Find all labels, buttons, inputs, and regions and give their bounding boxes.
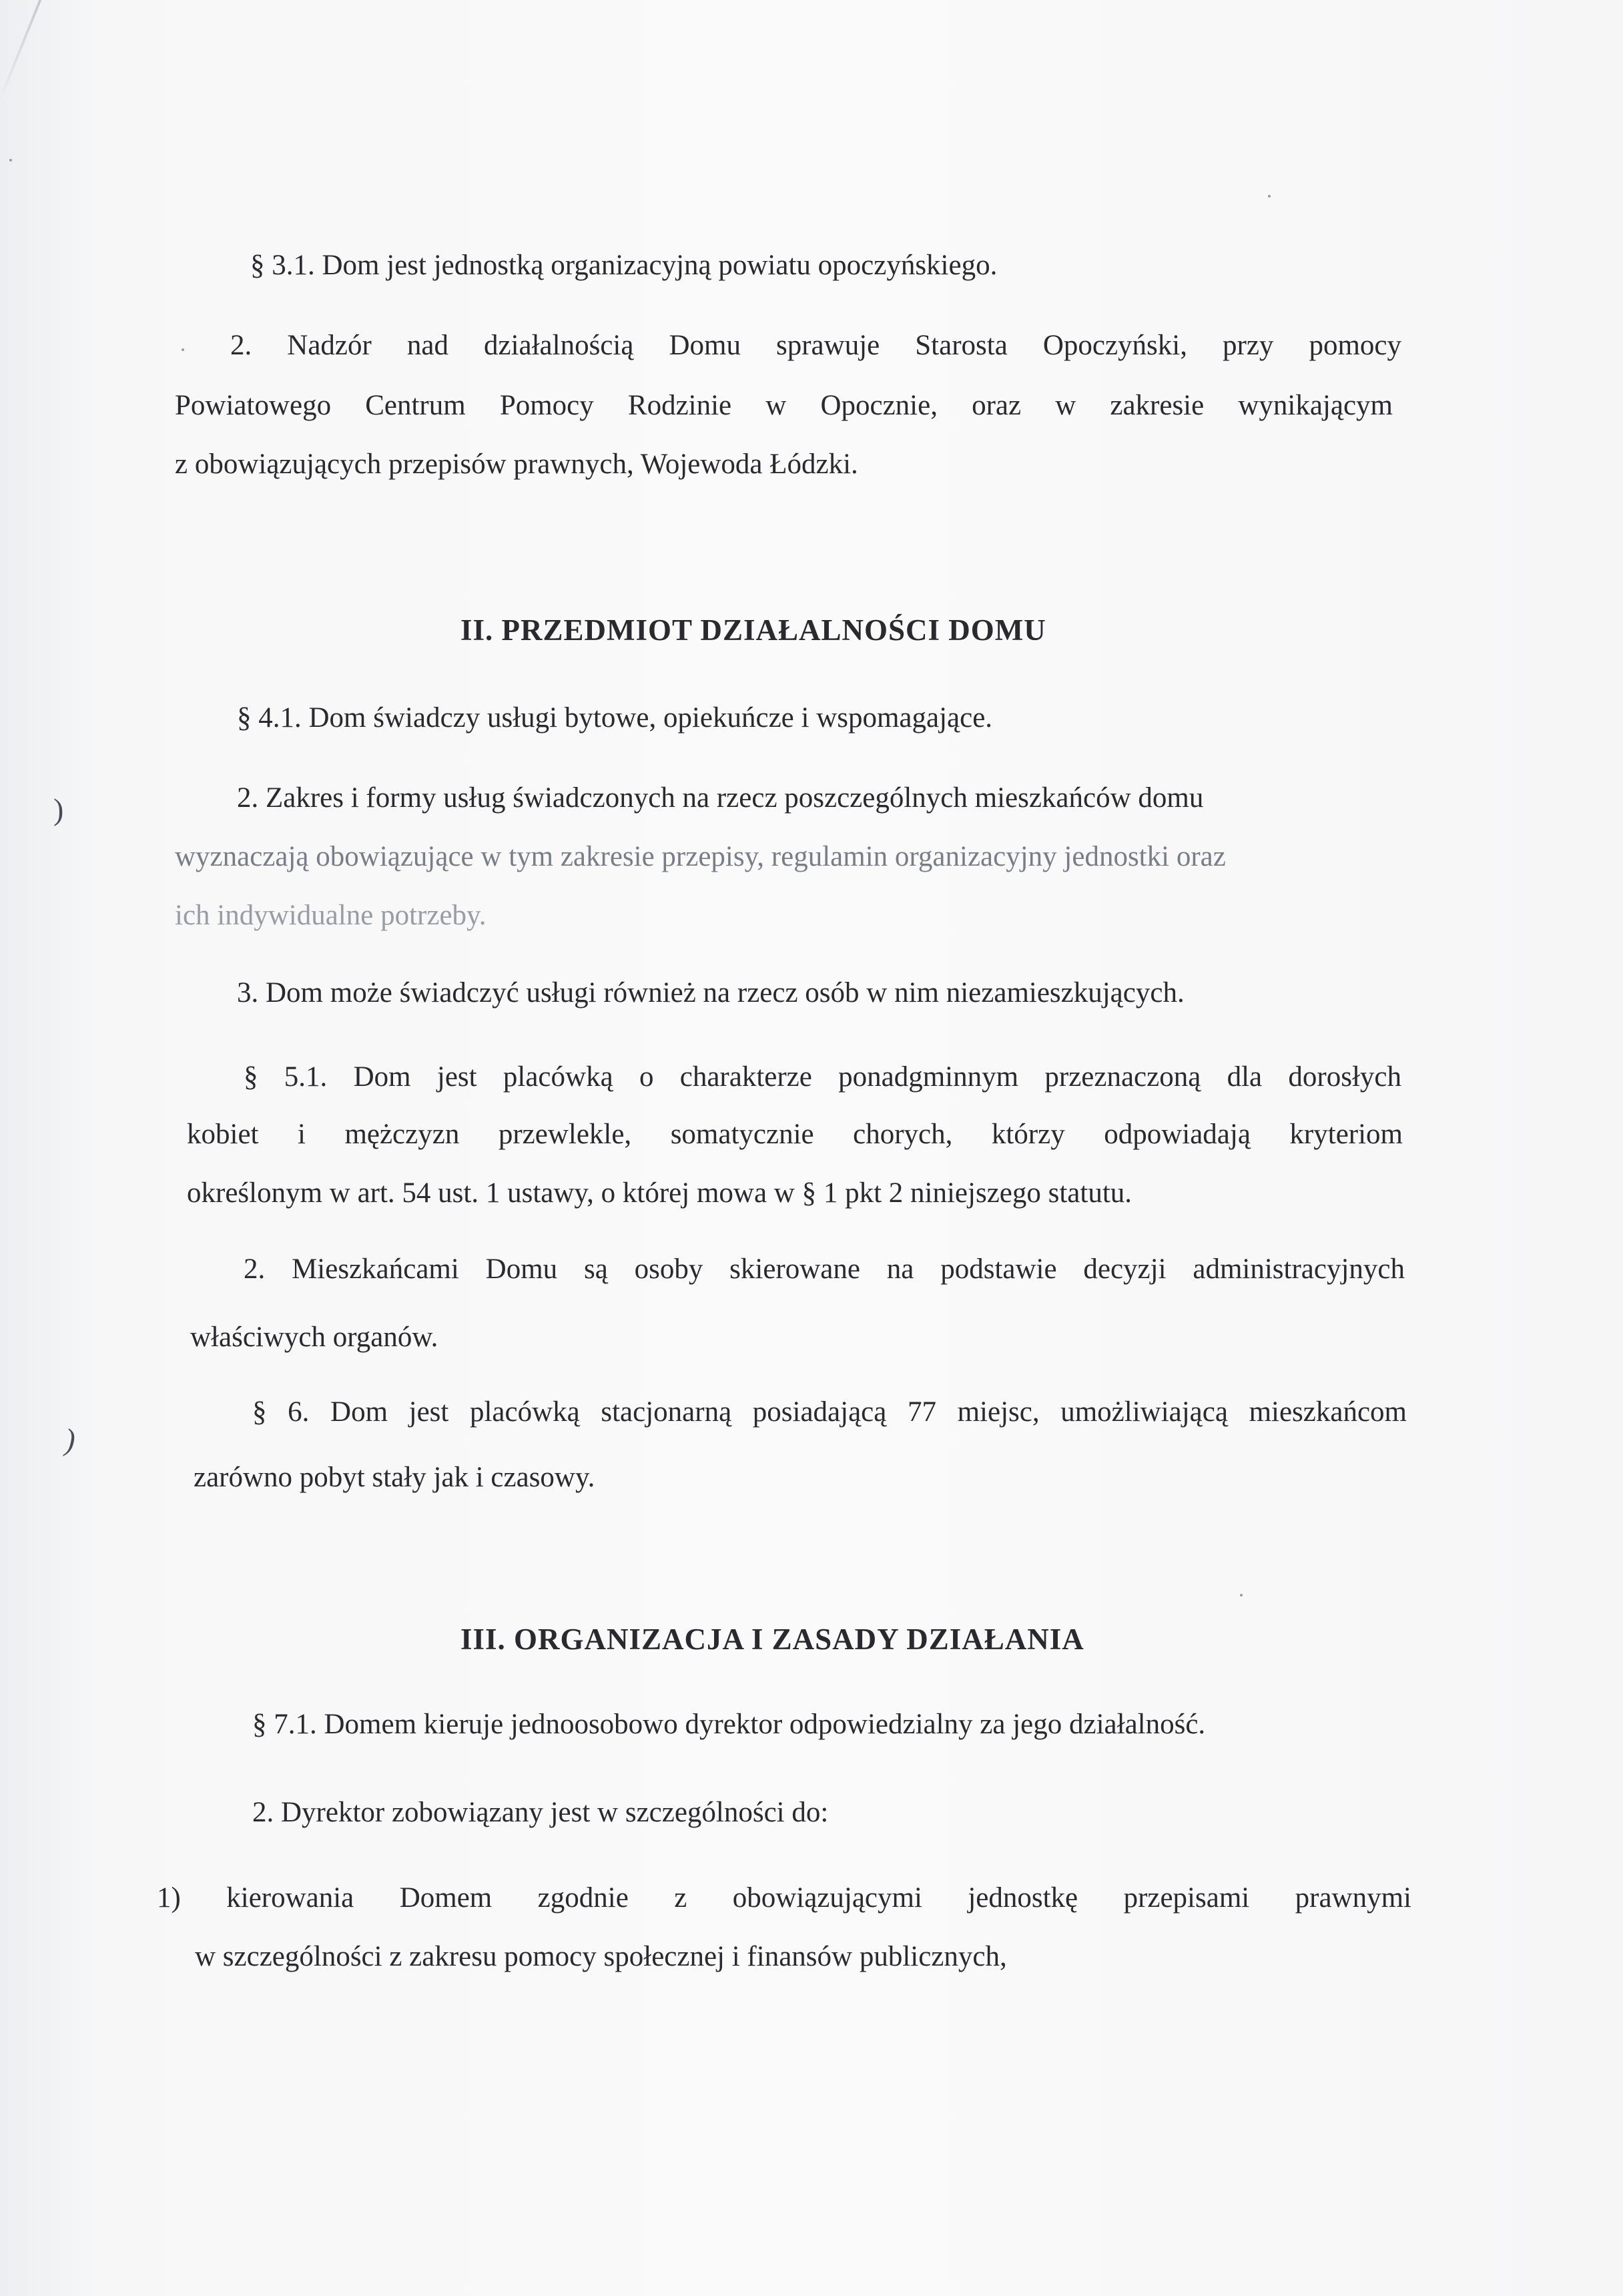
paragraph-3-2-line-2: Powiatowego Centrum Pomocy Rodzinie w Opocznie, oraz w zakresie wynikającym xyxy=(175,390,1393,421)
paragraph-6-line-2: zarówno pobyt stały jak i czasowy. xyxy=(194,1462,595,1493)
paragraph-3-2-line-1: 2. Nadzór nad działalnością Domu sprawuje Starosta Opoczyński, przy pomocy xyxy=(230,330,1401,361)
section-heading-3: III. ORGANIZACJA I ZASADY DZIAŁANIA xyxy=(460,1623,1084,1656)
margin-mark-1: ) xyxy=(53,792,64,826)
paragraph-3-2-line-3: z obowiązujących przepisów prawnych, Wojewoda Łódzki. xyxy=(175,449,858,480)
paragraph-4-1: § 4.1. Dom świadczy usługi bytowe, opiekuńcze i wspomagające. xyxy=(237,702,993,734)
scan-dot xyxy=(1268,195,1271,198)
paragraph-5-1-line-1: § 5.1. Dom jest placówką o charakterze ponadgminnym przeznaczoną dla dorosłych xyxy=(244,1061,1401,1093)
paragraph-4-2-line-1-text: 2. Zakres i formy usług świadczonych na rzecz poszczególnych mieszkańców domu xyxy=(237,782,1204,814)
list-item-1-line-1: 1) kierowania Domem zgodnie z obowiązującymi jednostkę przepisami prawnymi xyxy=(157,1882,1411,1914)
scan-dot xyxy=(9,159,12,162)
paragraph-5-1-line-2: kobiet i mężczyzn przewlekle, somatycznie chorych, którzy odpowiadają kryteriom xyxy=(187,1119,1403,1150)
paragraph-5-1-line-3: określonym w art. 54 ust. 1 ustawy, o której mowa w § 1 pkt 2 niniejszego statutu. xyxy=(187,1177,1132,1209)
paragraph-6-line-1: § 6. Dom jest placówką stacjonarną posiadającą 77 miejsc, umożliwiającą mieszkańcom xyxy=(252,1396,1407,1428)
paragraph-4-2-line-1 xyxy=(237,781,1203,816)
scan-artifact-line xyxy=(0,0,41,100)
paragraph-4-2-line-2: wyznaczają obowiązujące w tym zakresie przepisy, regulamin organizacyjny jednostki oraz xyxy=(175,841,1226,872)
section-heading-2: II. PRZEDMIOT DZIAŁALNOŚCI DOMU xyxy=(460,613,1046,647)
scan-dot xyxy=(1240,1594,1243,1597)
margin-mark-2: ) xyxy=(61,1422,79,1456)
paragraph-4-3: 3. Dom może świadczyć usługi również na rzecz osób w nim niezamieszkujących. xyxy=(237,977,1185,1009)
paragraph-4-2-line-3: ich indywidualne potrzeby. xyxy=(175,900,486,931)
list-item-1-line-2: w szczególności z zakresu pomocy społecznej i finansów publicznych, xyxy=(195,1941,1007,1972)
paragraph-5-2-line-2: właściwych organów. xyxy=(190,1322,438,1353)
paragraph-3-1: § 3.1. Dom jest jednostką organizacyjną powiatu opoczyńskiego. xyxy=(250,250,998,281)
paragraph-7-2: 2. Dyrektor zobowiązany jest w szczególności do: xyxy=(252,1797,829,1828)
paragraph-5-2-line-1: 2. Mieszkańcami Domu są osoby skierowane na podstawie decyzji administracyjnych xyxy=(244,1253,1405,1285)
scan-dot xyxy=(182,348,184,351)
paragraph-7-1: § 7.1. Domem kieruje jednoosobowo dyrektor odpowiedzialny za jego działalność. xyxy=(252,1709,1206,1740)
